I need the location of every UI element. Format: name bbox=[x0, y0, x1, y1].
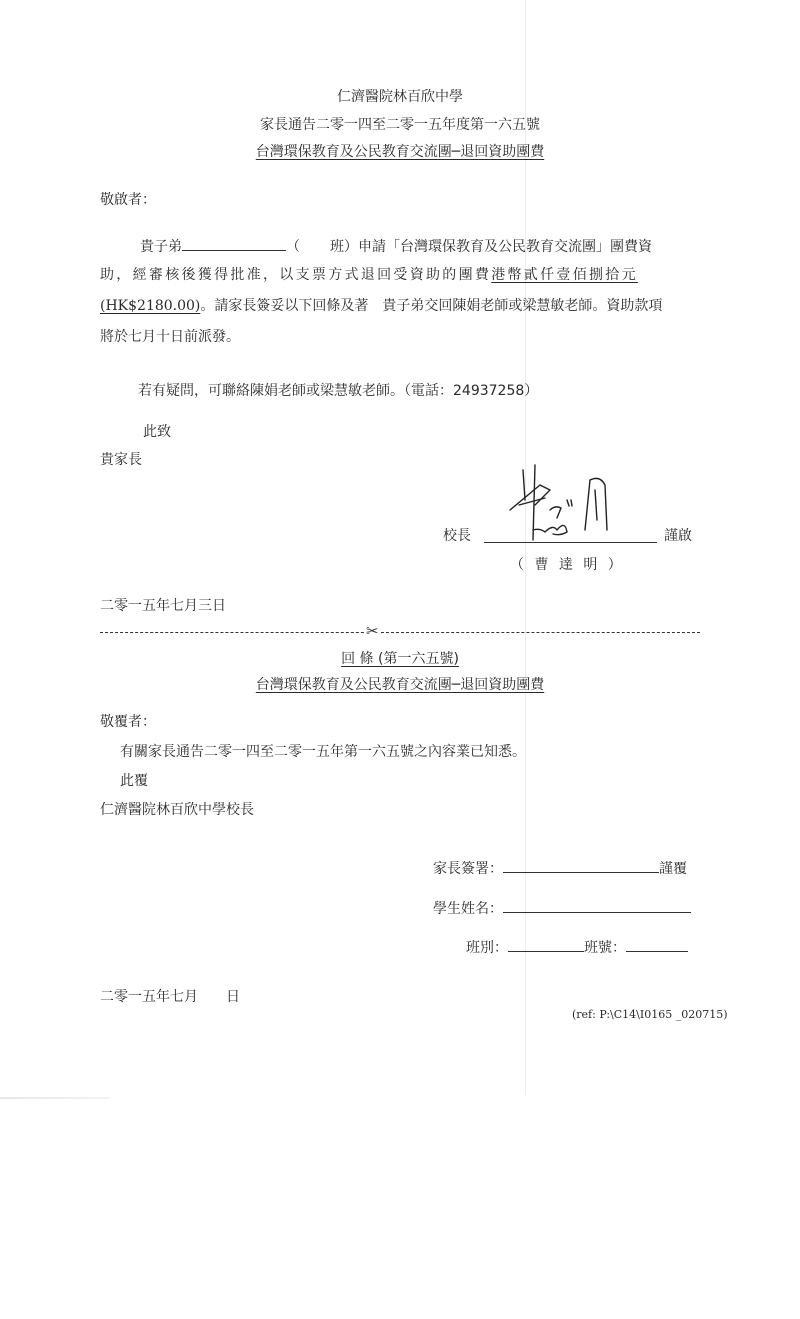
paragraph-1-line-4: 將於七月十日前派發。 bbox=[100, 329, 240, 345]
reply-addressee: 仁濟醫院林百欣中學校長 bbox=[100, 802, 254, 818]
reference-code: (ref: P:\C14\I0165 _020715) bbox=[572, 1008, 728, 1021]
scissors-icon: ✂ bbox=[366, 622, 379, 640]
reply-date: 二零一五年七月 日 bbox=[100, 989, 240, 1005]
salutation: 敬啟者： bbox=[100, 192, 156, 208]
class-label: 班別： bbox=[466, 940, 508, 956]
notice-number: 家長通告二零一四至二零一五年度第一六五號 bbox=[260, 117, 540, 133]
reply-body: 有關家長通告二零一四至二零一五年第一六五號之內容業已知悉。 bbox=[120, 744, 526, 760]
parent-signature-label: 家長簽署： bbox=[433, 861, 503, 877]
amount-in-words: 港幣貳仟壹佰捌拾元 bbox=[491, 267, 638, 283]
class-number-label: 班號： bbox=[584, 940, 626, 956]
parent-signature-field[interactable] bbox=[503, 858, 659, 873]
principal-label: 校長 bbox=[443, 528, 471, 544]
principal-name: （ 曹 達 明 ） bbox=[510, 557, 625, 573]
addressee: 貴家長 bbox=[100, 452, 142, 468]
amount-in-figures: (HK$2180.00) bbox=[100, 298, 201, 314]
class-row bbox=[466, 937, 688, 957]
scan-edge-shadow bbox=[0, 1097, 110, 1099]
scan-fold-line bbox=[525, 0, 526, 1095]
paragraph-1-line-1 bbox=[140, 236, 652, 256]
student-name-field[interactable] bbox=[503, 898, 691, 913]
principal-signature bbox=[505, 460, 625, 545]
parent-signature-row bbox=[433, 858, 687, 878]
school-name: 仁濟醫院林百欣中學 bbox=[337, 89, 463, 105]
cut-line bbox=[100, 632, 700, 633]
reply-subject: 台灣環保教育及公民教育交流團─退回資助團費 bbox=[255, 677, 545, 693]
student-name-label: 學生姓名： bbox=[433, 901, 503, 917]
p1-prefix: 貴子弟 bbox=[140, 239, 182, 255]
parent-signature-suffix: 謹覆 bbox=[659, 861, 687, 877]
class-number-field[interactable] bbox=[626, 937, 688, 952]
p1-class-open: （ bbox=[286, 239, 300, 255]
p1-class-close: 班）申請「台灣環保教育及公民教育交流團」團費資 bbox=[330, 239, 652, 255]
principal-suffix: 謹啟 bbox=[664, 528, 692, 544]
reply-salutation: 敬覆者： bbox=[100, 714, 156, 730]
reply-title: 回 條 (第一六五號) bbox=[341, 651, 459, 667]
closing: 此致 bbox=[143, 424, 171, 440]
paragraph-2: 若有疑問，可聯絡陳娟老師或梁慧敏老師。（電話：24937258） bbox=[138, 383, 539, 399]
p1-line3: 。請家長簽妥以下回條及著 貴子弟交回陳娟老師或梁慧敏老師。資助款項 bbox=[200, 298, 663, 314]
student-name-blank[interactable] bbox=[182, 236, 286, 251]
paragraph-1-line-3 bbox=[100, 297, 662, 315]
p1-line2: 助，經審核後獲得批准，以支票方式退回受資助的團費 bbox=[100, 267, 492, 283]
reply-closing: 此覆 bbox=[120, 773, 148, 789]
notice-subject: 台灣環保教育及公民教育交流團─退回資助團費 bbox=[255, 144, 545, 160]
letter-date: 二零一五年七月三日 bbox=[100, 598, 226, 614]
student-name-row bbox=[433, 898, 691, 918]
class-field[interactable] bbox=[508, 937, 584, 952]
paragraph-1-line-2 bbox=[100, 266, 638, 284]
